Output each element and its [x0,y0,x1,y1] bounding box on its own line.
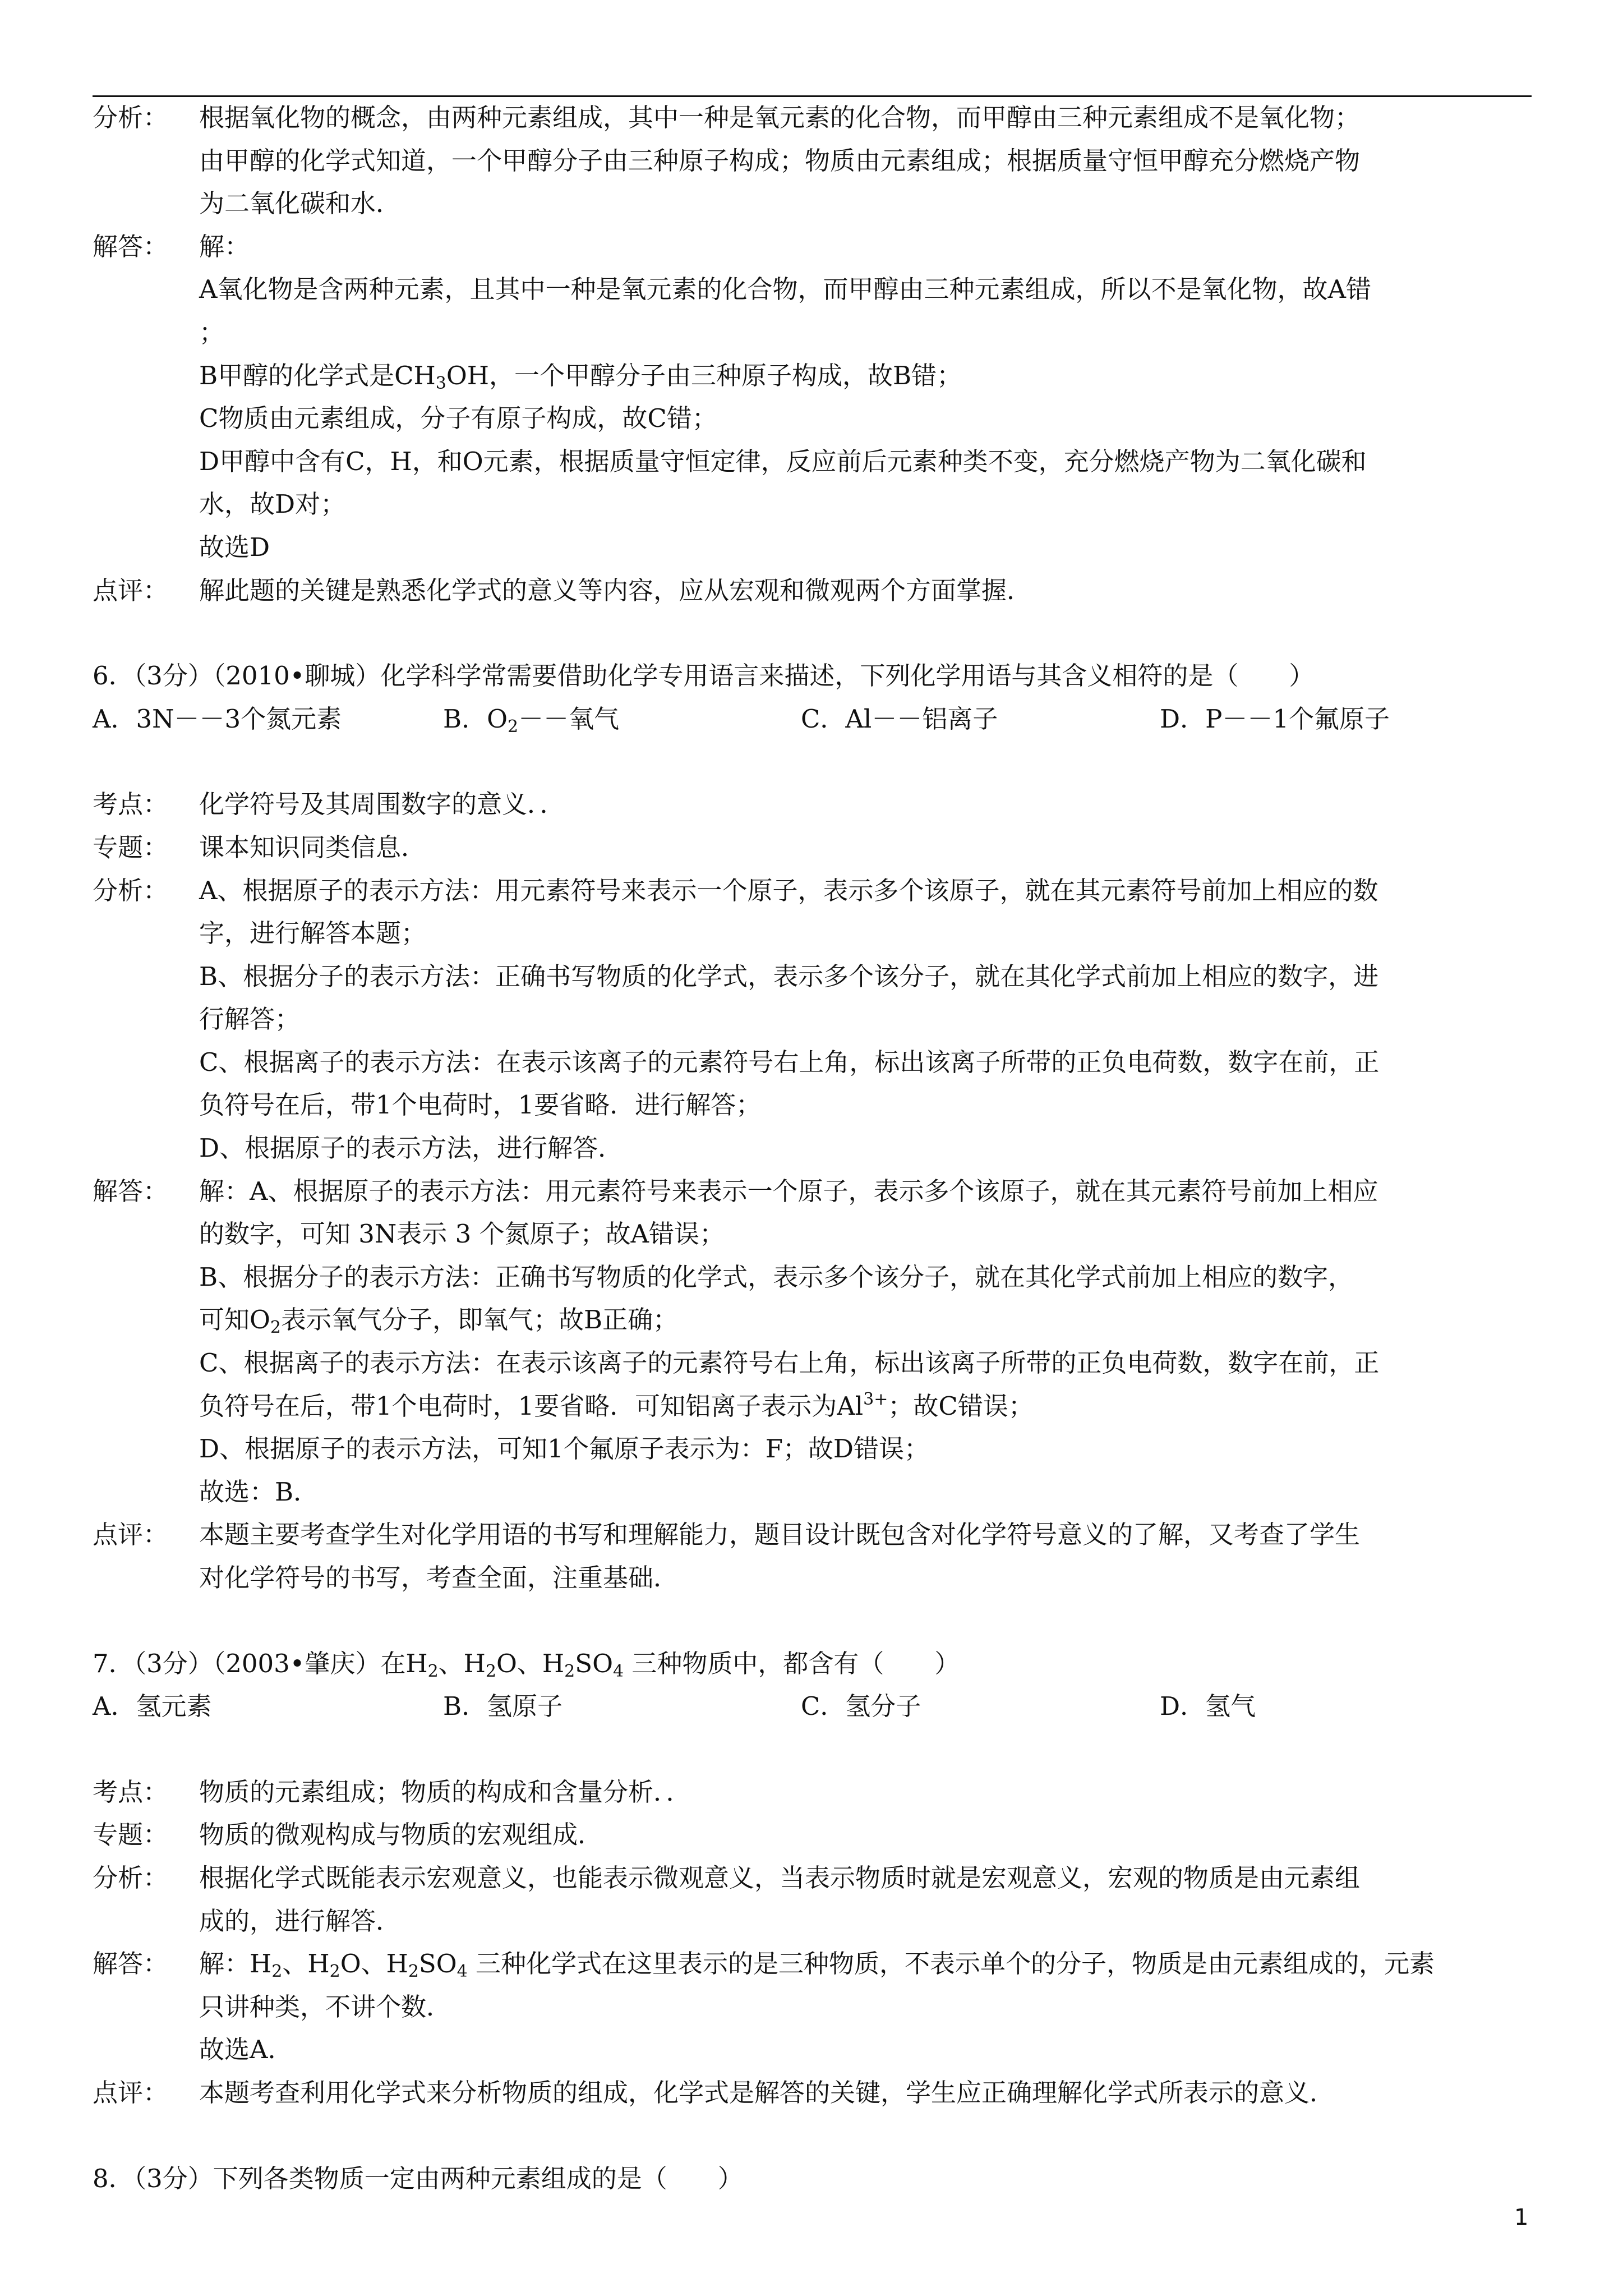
text-line: 根据化学式既能表示宏观意义，也能表示微观意义，当表示物质时就是宏观意义，宏观的物质是由元素组 [199,1862,1361,1893]
q7-stem: 7．（3分）（2003•肇庆）在$H_2$、$H_2O$、$H_2SO_4$ 三种物质中，都含有（ ） [93,1648,960,1681]
q7-topic [93,1814,1532,1857]
text-line: ； [199,317,225,347]
text-line: 课本知识同类信息． [199,832,427,862]
q7-solution [93,1943,1532,2072]
text-line: D甲醇中含有C，H，和O元素，根据质量守恒定律，反应前后元素种类不变，充分燃烧产物为二氧化碳和 [199,446,1367,476]
q5-solution [93,226,1532,569]
text-line: 解： [199,231,250,261]
q5-analysis [93,96,1532,226]
answer-line: 故选A． [199,2035,293,2065]
text-line: B、根据分子的表示方法：正确书写物质的化学式，表示多个该分子，就在其化学式前加上相应的数字， [199,1262,1354,1292]
text-line: 对化学符号的书写，考查全面，注重基础． [199,1563,679,1593]
q6-knowledge-point [93,783,1532,826]
text-line: 本题考查利用化学式来分析物质的组成，化学式是解答的关键，学生应正确理解化学式所表示的意义． [199,2077,1335,2108]
label: 点评： [93,575,169,605]
option-b: B．$O_2--$氧气 [443,703,620,737]
label: 分析： [93,875,169,905]
q6-stem: 6．（3分）（2010•聊城）化学科学常需要借助化学专用语言来描述，下列化学用语与其含义相符的是（ ） [93,661,1315,691]
answer-line: 故选D [199,532,270,562]
option-c: C．氢分子 [801,1691,921,1722]
q7-options [93,1685,1532,1728]
option-c: C．Al－－铝离子 [801,703,998,734]
label: 解答： [93,1949,169,1979]
text-line: 解：A、根据原子的表示方法：用元素符号来表示一个原子，表示多个该原子，就在其元素符号前加上相应 [199,1176,1378,1206]
label: 点评： [93,2077,169,2108]
q7-analysis [93,1857,1532,1943]
text-line: D、根据原子的表示方法，可知1个氟原子表示为：F；故D错误； [199,1434,930,1464]
text-line: 字，进行解答本题； [199,918,427,949]
text-line: 可知$O_2$表示氧气分子，即氧气；故B正确； [199,1305,679,1338]
text-line: 本题主要考查学生对化学用语的书写和理解能力，题目设计既包含对化学符号意义的了解，又考查了学生 [199,1520,1361,1550]
q6-comment [93,1513,1532,1599]
text-line: C物质由元素组成，分子有原子构成，故C错； [199,403,717,434]
label: 考点： [93,1777,169,1807]
label: 解答： [93,1176,169,1206]
label: 考点： [93,789,169,820]
label: 专题： [93,832,169,862]
text-line: 负符号在后，带1个电荷时，1要省略．进行解答； [199,1090,762,1120]
q6-analysis [93,869,1532,1170]
text-line: B甲醇的化学式是$CH_3OH$，一个甲醇分子由三种原子构成，故B错； [199,360,962,393]
text-line: 只讲种类，不讲个数． [199,1991,452,2022]
q7-comment [93,2072,1532,2115]
page-number: 1 [1514,2205,1529,2230]
label: 解答： [93,231,169,261]
text-line: 行解答； [199,1004,301,1034]
text-line: 为二氧化碳和水． [199,188,402,219]
text-line: C、根据离子的表示方法：在表示该离子的元素符号右上角，标出该离子所带的正负电荷数，数字在前，正 [199,1348,1380,1378]
text-line: B、根据分子的表示方法：正确书写物质的化学式，表示多个该分子，就在其化学式前加上相应的数字，进 [199,961,1379,991]
document-page [93,96,1532,2200]
q8-stem: 8．（3分）下列各类物质一定由两种元素组成的是（ ） [93,2163,743,2193]
label: 分析： [93,1862,169,1893]
text-line: 由甲醇的化学式知道，一个甲醇分子由三种原子构成；物质由元素组成；根据质量守恒甲醇充分燃烧产物 [199,145,1361,176]
text-line: 根据氧化物的概念，由两种元素组成，其中一种是氧元素的化合物，而甲醇由三种元素组成不是氧化物； [199,103,1361,132]
text-line: 物质的元素组成；物质的构成和含量分析．． [199,1777,691,1807]
text-line: 水，故D对； [199,489,346,519]
option-b: B．氢原子 [443,1691,563,1722]
q6-solution [93,1170,1532,1514]
text-line: 物质的微观构成与物质的宏观组成． [199,1820,603,1850]
text-line: A氧化物是含两种元素，且其中一种是氧元素的化合物，而甲醇由三种元素组成，所以不是氧化物，故A错 [199,274,1371,305]
option-d: D．氢气 [1160,1691,1256,1722]
text-line: C、根据离子的表示方法：在表示该离子的元素符号右上角，标出该离子所带的正负电荷数，数字在前，正 [199,1047,1380,1077]
text-line: 化学符号及其周围数字的意义．． [199,789,565,820]
label: 分析： [93,103,169,132]
text-line: D、根据原子的表示方法，进行解答． [199,1133,624,1163]
text-line: 解此题的关键是熟悉化学式的意义等内容，应从宏观和微观两个方面掌握． [199,575,1032,605]
q7-knowledge-point [93,1771,1532,1814]
text-line: A、根据原子的表示方法：用元素符号来表示一个原子，表示多个该原子，就在其元素符号前加上相应的数 [199,875,1378,905]
text-line: 的数字，可知 3N表示 3 个氮原子；故A错误； [199,1219,725,1249]
label: 点评： [93,1520,169,1550]
text-line: 成的，进行解答． [199,1906,402,1936]
q5-comment [93,569,1532,613]
answer-line: 故选：B． [199,1476,319,1507]
text-line: 解：$H_2$、$H_2O$、$H_2SO_4$ 三种化学式在这里表示的是三种物质，不表示单个的分子，物质是由元素组成的，元素 [199,1949,1435,1982]
option-a: A．3N－－3个氮元素 [93,703,342,734]
option-a: A．氢元素 [93,1691,212,1722]
label: 专题： [93,1820,169,1850]
q6-topic [93,826,1532,869]
text-line: 负符号在后，带1个电荷时，1要省略．可知铝离子表示为$Al^{3+}$；故C错误； [199,1389,1034,1421]
option-d: D．P－－1个氟原子 [1160,703,1390,734]
q6-options [93,698,1532,741]
